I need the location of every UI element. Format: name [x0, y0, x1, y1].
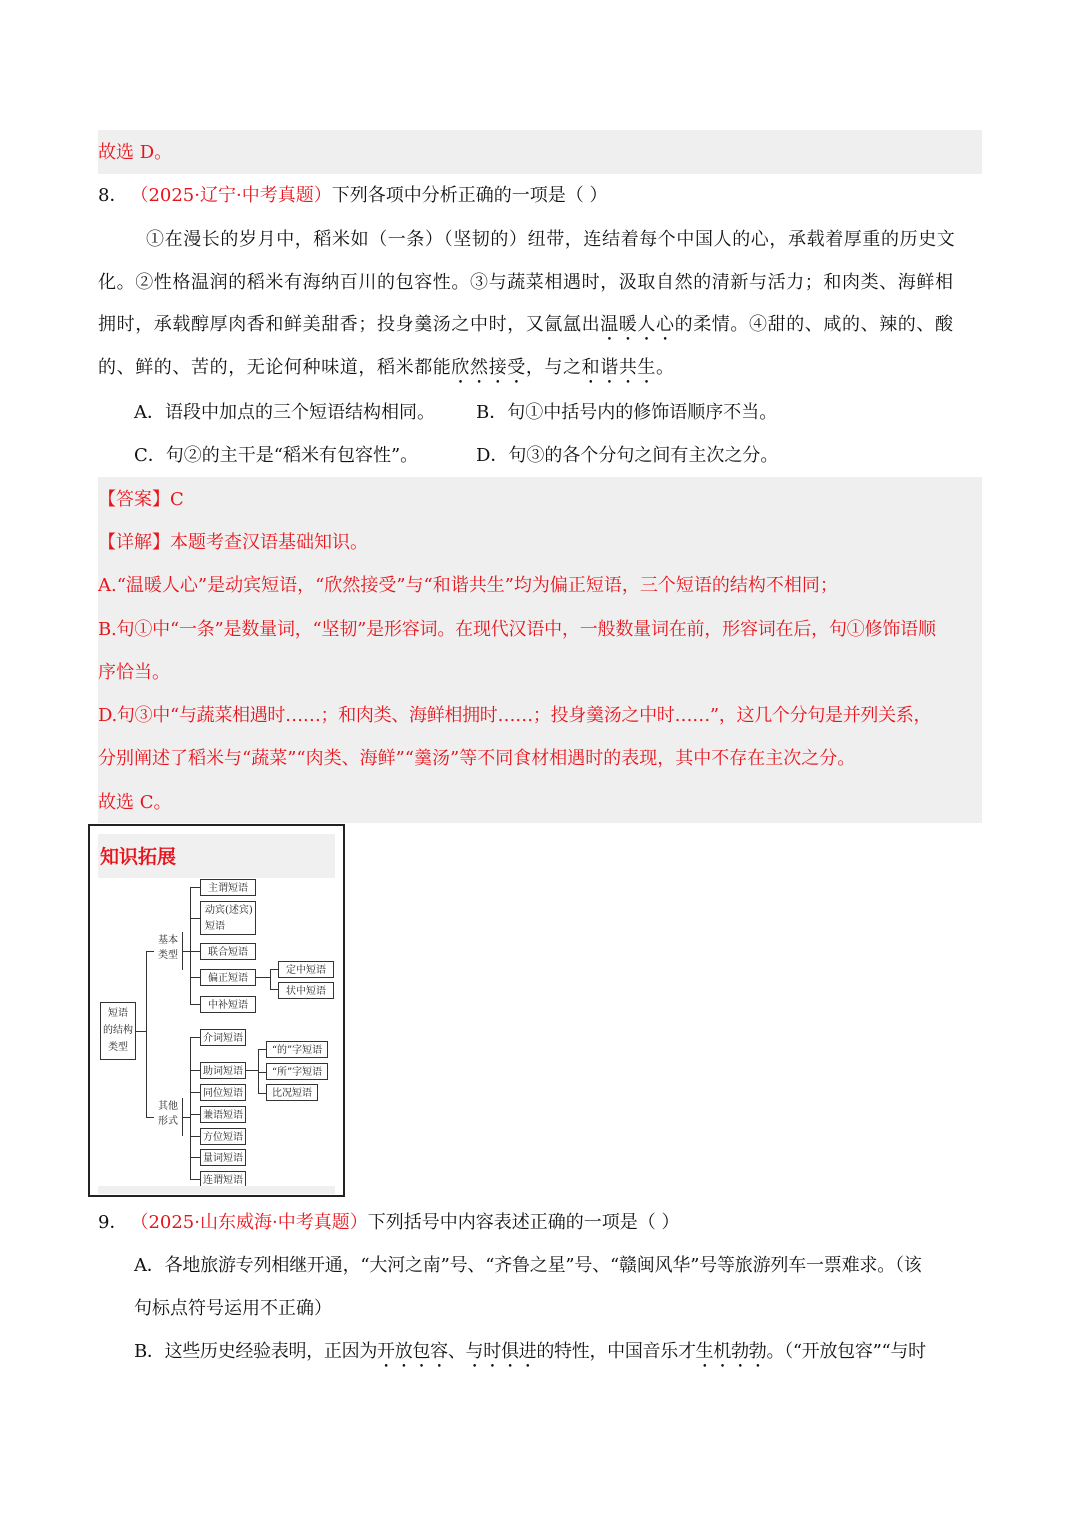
root-line-1: 短语 [108, 1008, 128, 1019]
connector [258, 1072, 266, 1073]
phrase-node: 偏正短语 [200, 969, 256, 986]
q8-conclusion: 故选 C。 [98, 792, 172, 813]
phrase-node: 比况短语 [266, 1084, 318, 1101]
q8-passage-line-4 [98, 355, 675, 388]
connector [190, 918, 200, 919]
connector [246, 1070, 258, 1071]
root-node [100, 1002, 136, 1060]
root-line-2: 的结构 [103, 1025, 133, 1036]
q8-source: （2025·辽宁·中考真题） [139, 185, 332, 206]
q8-number: 8． [98, 185, 128, 206]
q8-option-b: B．句①中括号内的修饰语顺序不当。 [476, 402, 778, 423]
connector [190, 1114, 200, 1115]
phrase-node: 介词短语 [200, 1029, 246, 1046]
connector [270, 969, 278, 970]
root-line-3: 类型 [108, 1042, 128, 1053]
connector [270, 969, 271, 989]
q8-passage-line-2: 化。②性格温润的稻米有海纳百川的包容性。③与蔬菜相遇时，汲取自然的清新与活力；和肉类、海鲜相 [98, 272, 954, 293]
other-line-1: 其他 [158, 1101, 178, 1112]
phrase-node-dongbin [200, 901, 256, 935]
other-forms-node [154, 1098, 182, 1136]
connector [146, 951, 154, 952]
connector [136, 1031, 146, 1032]
dongbin-line-1: 动宾(述宾) [205, 905, 253, 916]
phrase-node: 同位短语 [200, 1084, 246, 1101]
q8-answer: 【答案】C [98, 489, 184, 510]
phrase-node: 主谓短语 [200, 879, 256, 896]
connector [190, 887, 200, 888]
dotted-phrase-3: 和谐共生 [581, 357, 657, 378]
q8-explanation-b1: B.句①中“一条”是数量词，“坚韧”是形容词。在现代汉语中，一般数量词在前，形容词在后，句①修饰语顺 [98, 619, 936, 640]
q8-passage-4b: ，与之 [525, 357, 582, 378]
q9-option-a-line-2: 句标点符号运用不正确） [134, 1298, 332, 1319]
connector [190, 951, 200, 952]
basic-types-node [154, 932, 182, 970]
dotted-phrase-2: 欣然接受 [451, 357, 526, 378]
q8-explanation-d2: 分别阐述了稻米与“蔬菜”“肉类、海鲜”“羹汤”等不同食材相遇时的表现，其中不存在主次之分。 [98, 748, 856, 769]
connector [190, 1004, 200, 1005]
q9-number: 9． [98, 1212, 128, 1233]
dotted-phrase-5: 与时俱进 [465, 1341, 537, 1362]
phrase-node: 联合短语 [200, 943, 256, 960]
connector [190, 1070, 200, 1071]
q8-option-d: D．句③的各个分句之间有主次之分。 [476, 445, 779, 466]
q8-passage-3b: 的柔情。④甜的、咸的、辣的、酸 [674, 314, 954, 335]
phrase-node: 中补短语 [200, 996, 256, 1013]
q8-passage-4a: 的、鲜的、苦的，无论何种味道，稻米都能 [98, 357, 452, 378]
dotted-phrase-6: 生机勃勃 [695, 1341, 767, 1362]
phrase-node: 量词短语 [200, 1149, 246, 1166]
q8-option-a: A．语段中加点的三个短语结构相同。 [134, 402, 435, 423]
dongbin-line-2: 短语 [205, 921, 225, 932]
phrase-node: 连谓短语 [200, 1171, 246, 1188]
phrase-node: 兼语短语 [200, 1106, 246, 1123]
q9-b-mid2: 的特性，中国音乐才 [536, 1341, 696, 1362]
q9-b-post: 。（“开放包容”“与时 [766, 1341, 926, 1362]
connector [182, 1117, 190, 1118]
phrase-node: 状中短语 [278, 982, 334, 999]
knowledge-footer [98, 1186, 335, 1194]
q9-b-pre: B．这些历史经验表明，正因为 [134, 1341, 378, 1362]
q9-stem: 下列括号中内容表述正确的一项是（ ） [367, 1212, 680, 1233]
q8-explanation-b2: 序恰当。 [98, 662, 170, 683]
connector [256, 977, 270, 978]
connector [182, 951, 190, 952]
q9-b-mid: 、 [447, 1341, 466, 1362]
connector [190, 1157, 200, 1158]
q8-explanation-intro: 【详解】本题考查汉语基础知识。 [98, 532, 368, 553]
dotted-phrase-1: 温暖人心 [600, 314, 675, 335]
phrase-node: “所”字短语 [266, 1063, 328, 1080]
connector [190, 1037, 200, 1038]
q8-option-c: C．句②的主干是“稻米有包容性”。 [134, 445, 419, 466]
q9-option-a-line-1: A．各地旅游专列相继开通，“大河之南”号、“齐鲁之星”号、“赣闽风华”号等旅游列车一票难求。（该 [134, 1255, 922, 1276]
q9-option-b-line-1 [134, 1339, 926, 1372]
answer-tail-shade [98, 130, 982, 174]
q9-stem-line [98, 1210, 679, 1236]
connector [190, 977, 200, 978]
q8-explanation-d1: D.句③中“与蔬菜相遇时……；和肉类、海鲜相拥时……；投身羹汤之中时……”，这几个分句是并列关系， [98, 705, 932, 726]
q8-explanation-a: A.“温暖人心”是动宾短语，“欣然接受”与“和谐共生”均为偏正短语，三个短语的结构不相同； [98, 575, 838, 596]
connector [270, 989, 278, 990]
connector [258, 1049, 259, 1093]
connector [190, 1136, 200, 1137]
connector [190, 887, 191, 1004]
knowledge-expansion-box [88, 824, 345, 1197]
q8-stem: 下列各项中分析正确的一项是（ ） [331, 185, 608, 206]
dotted-phrase-4: 开放包容 [377, 1341, 448, 1362]
phrase-node: 助词短语 [200, 1062, 246, 1079]
knowledge-title: 知识拓展 [100, 846, 177, 868]
connector [146, 951, 147, 1117]
other-line-2: 形式 [158, 1116, 178, 1127]
q8-passage-3a: 拥时，承载醇厚肉香和鲜美甜香；投身羹汤之中时，又氤氲出 [98, 314, 601, 335]
q8-stem-line [98, 183, 607, 209]
q8-passage-line-3 [98, 312, 954, 345]
basic-line-2: 类型 [158, 950, 178, 961]
connector [190, 1092, 200, 1093]
q9-source: （2025·山东威海·中考真题） [139, 1212, 368, 1233]
q7-conclusion: 故选 D。 [98, 142, 173, 163]
basic-line-1: 基本 [158, 935, 178, 946]
q8-passage-line-1: ①在漫长的岁月中，稻米如（一条）（坚韧的）纽带，连结着每个中国人的心，承载着厚重的历史文 [146, 229, 956, 250]
connector [190, 1179, 200, 1180]
connector [146, 1117, 154, 1118]
q8-passage-4c: 。 [656, 357, 675, 378]
phrase-node: 定中短语 [278, 961, 334, 978]
connector [258, 1093, 266, 1094]
phrase-node: “的”字短语 [266, 1041, 328, 1058]
phrase-node: 方位短语 [200, 1128, 246, 1145]
connector [258, 1049, 266, 1050]
